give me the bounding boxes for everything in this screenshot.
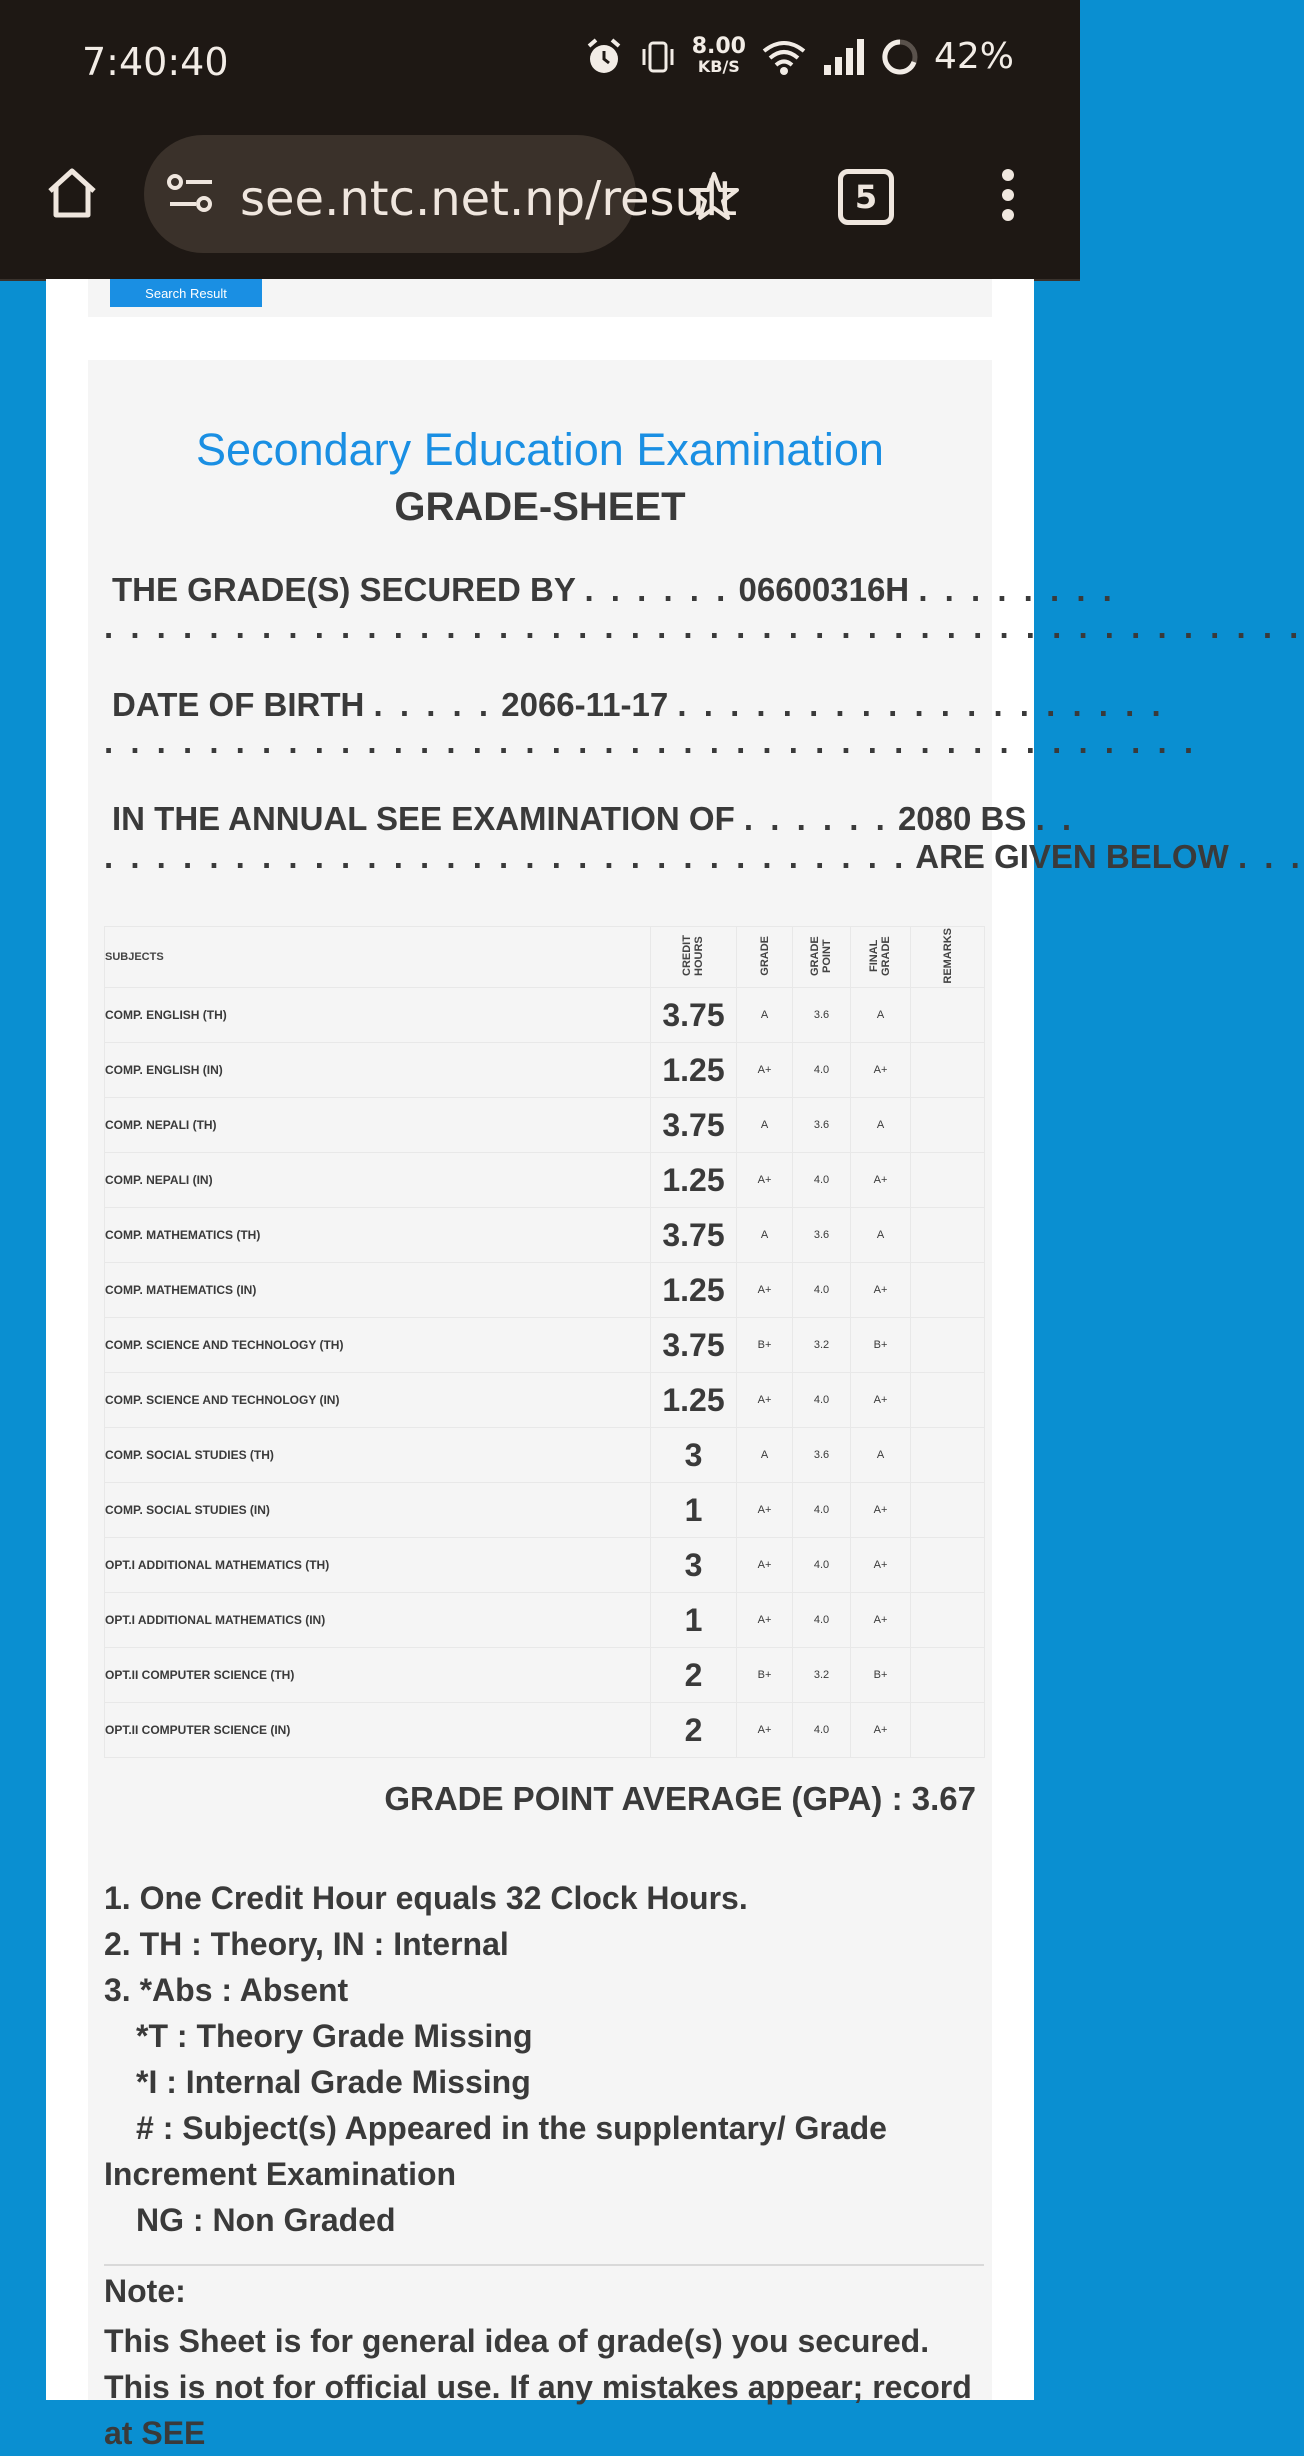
battery-icon <box>880 37 920 77</box>
grade-point-cell: 4.0 <box>793 1153 851 1208</box>
remarks-cell <box>911 1043 985 1098</box>
credit-hours-cell: 3.75 <box>651 1098 737 1153</box>
table-header-row <box>105 927 985 988</box>
remarks-cell <box>911 1373 985 1428</box>
status-bar <box>0 0 1080 125</box>
table-row <box>105 1428 985 1483</box>
subject-cell: COMP. MATHEMATICS (TH) <box>105 1208 651 1263</box>
dots-line <box>104 608 1303 646</box>
home-icon[interactable] <box>44 165 100 221</box>
remarks-cell <box>911 1648 985 1703</box>
grade-cell: A <box>737 988 793 1043</box>
grade-cell: B+ <box>737 1648 793 1703</box>
credit-hours-cell: 1.25 <box>651 1153 737 1208</box>
remarks-cell <box>911 988 985 1043</box>
header-subjects: SUBJECTS <box>105 927 651 988</box>
dots: . . . . . . . . <box>918 571 1116 608</box>
dots: . . . . . <box>373 686 493 723</box>
grade-point-cell: 3.6 <box>793 988 851 1043</box>
remarks-cell <box>911 1593 985 1648</box>
legend-item: 2. TH : Theory, IN : Internal <box>104 1926 509 1962</box>
grade-point-cell: 3.6 <box>793 1428 851 1483</box>
gpa-label: GRADE POINT AVERAGE (GPA) : <box>384 1780 903 1817</box>
grade-cell: A+ <box>737 1538 793 1593</box>
table-row <box>105 1098 985 1153</box>
grade-cell: A+ <box>737 1153 793 1208</box>
final-grade-cell: A+ <box>851 1153 911 1208</box>
subject-cell: COMP. SCIENCE AND TECHNOLOGY (TH) <box>105 1318 651 1373</box>
dob-line <box>104 686 1165 724</box>
legend-item: *T : Theory Grade Missing <box>136 2018 533 2054</box>
subject-cell: OPT.I ADDITIONAL MATHEMATICS (IN) <box>105 1593 651 1648</box>
credit-hours-cell: 2 <box>651 1703 737 1758</box>
final-grade-cell: B+ <box>851 1648 911 1703</box>
note-text: This Sheet is for general idea of grade(s) you secured. This is not for official use. If any mistakes appear; record at SEE <box>104 2323 972 2451</box>
final-grade-cell: A+ <box>851 1593 911 1648</box>
final-grade-cell: A <box>851 1098 911 1153</box>
header-remarks <box>911 927 985 988</box>
credit-hours-cell: 1.25 <box>651 1043 737 1098</box>
grade-point-cell: 4.0 <box>793 1483 851 1538</box>
table-row <box>105 1043 985 1098</box>
grade-cell: A+ <box>737 1703 793 1758</box>
dots: . . <box>1035 800 1076 837</box>
vibrate-icon <box>638 37 678 77</box>
legend-item: 1. One Credit Hour equals 32 Clock Hours. <box>104 1880 748 1916</box>
remarks-cell <box>911 1428 985 1483</box>
final-grade-cell: A+ <box>851 1263 911 1318</box>
credit-hours-cell: 1 <box>651 1593 737 1648</box>
table-row <box>105 1648 985 1703</box>
credit-hours-cell: 3 <box>651 1428 737 1483</box>
grade-point-cell: 4.0 <box>793 1538 851 1593</box>
subject-cell: OPT.I ADDITIONAL MATHEMATICS (TH) <box>105 1538 651 1593</box>
legend-item: 3. *Abs : Absent <box>104 1972 349 2008</box>
legend-list <box>104 1875 984 2243</box>
remarks-cell <box>911 1483 985 1538</box>
dots: . . . <box>1237 838 1304 875</box>
alarm-icon <box>584 37 624 77</box>
final-grade-cell: A <box>851 1428 911 1483</box>
dots: . . . . . . . . . . . . . . . . . . . . . . . . . . . . . . . . . . . . . . . . . . <box>104 723 1197 760</box>
status-time: 7:40:40 <box>82 40 229 84</box>
search-result-button[interactable]: Search Result <box>110 279 262 307</box>
table-row <box>105 1318 985 1373</box>
legend-item: *I : Internal Grade Missing <box>136 2064 531 2100</box>
grade-cell: A <box>737 1428 793 1483</box>
final-grade-cell: A <box>851 988 911 1043</box>
remarks-cell <box>911 1263 985 1318</box>
remarks-cell <box>911 1703 985 1758</box>
symbol-number: 06600316H <box>738 571 910 608</box>
battery-percent: 42% <box>933 36 1014 77</box>
grade-point-cell: 4.0 <box>793 1593 851 1648</box>
credit-hours-cell: 2 <box>651 1648 737 1703</box>
sheet-title: GRADE-SHEET <box>394 485 686 529</box>
grade-point-cell: 4.0 <box>793 1043 851 1098</box>
grade-cell: A+ <box>737 1373 793 1428</box>
status-icons <box>584 33 1014 77</box>
credit-hours-cell: 3 <box>651 1538 737 1593</box>
tabs-icon[interactable]: 5 <box>838 169 894 225</box>
dots: . . . . . . . . . . . . . . . . . . . <box>677 686 1165 723</box>
header-grade-point-label: GRADE POINT <box>808 935 833 976</box>
table-row <box>105 1593 985 1648</box>
header-final-grade-label: FINAL GRADE <box>867 935 892 976</box>
subject-cell: COMP. NEPALI (TH) <box>105 1098 651 1153</box>
remarks-cell <box>911 1098 985 1153</box>
dots: . . . . . . <box>743 800 889 837</box>
table-row <box>105 1263 985 1318</box>
wifi-icon <box>760 37 808 77</box>
grade-point-cell: 3.2 <box>793 1318 851 1373</box>
grade-cell: A+ <box>737 1483 793 1538</box>
secured-by-label: THE GRADE(S) SECURED BY <box>112 571 576 608</box>
header-credit-hours-label: CREDIT HOURS <box>680 935 705 976</box>
grades-table <box>104 926 985 1758</box>
final-grade-cell: A+ <box>851 1703 911 1758</box>
browser-toolbar <box>0 125 1080 281</box>
given-below-line <box>104 838 1304 876</box>
credit-hours-cell: 1 <box>651 1483 737 1538</box>
grade-point-cell: 3.6 <box>793 1098 851 1153</box>
subject-cell: COMP. MATHEMATICS (IN) <box>105 1263 651 1318</box>
address-bar[interactable] <box>144 135 738 253</box>
subject-cell: OPT.II COMPUTER SCIENCE (TH) <box>105 1648 651 1703</box>
subject-cell: COMP. ENGLISH (IN) <box>105 1043 651 1098</box>
header-grade <box>737 927 793 988</box>
subject-cell: COMP. SCIENCE AND TECHNOLOGY (IN) <box>105 1373 651 1428</box>
header-credit-hours <box>651 927 737 988</box>
legend-item: # : Subject(s) Appeared in the supplentary/ Grade <box>136 2110 887 2146</box>
remarks-cell <box>911 1208 985 1263</box>
net-speed-value: 8.00 <box>691 33 746 59</box>
table-row <box>105 1373 985 1428</box>
grade-cell: A+ <box>737 1263 793 1318</box>
signal-icon <box>822 37 866 77</box>
exam-title: Secondary Education Examination <box>196 424 884 475</box>
credit-hours-cell: 3.75 <box>651 988 737 1043</box>
final-grade-cell: A+ <box>851 1043 911 1098</box>
grade-cell: A+ <box>737 1593 793 1648</box>
remarks-cell <box>911 1538 985 1593</box>
grade-cell: A <box>737 1208 793 1263</box>
site-settings-icon[interactable] <box>166 171 216 217</box>
net-speed-unit: KB/S <box>697 56 740 76</box>
grade-cell: B+ <box>737 1318 793 1373</box>
credit-hours-cell: 3.75 <box>651 1318 737 1373</box>
gpa-value: 3.67 <box>911 1780 976 1817</box>
gpa-line <box>384 1780 976 1818</box>
header-grade-point <box>793 927 851 988</box>
secured-by-line <box>104 571 1116 609</box>
remarks-cell <box>911 1318 985 1373</box>
final-grade-cell: A+ <box>851 1538 911 1593</box>
final-grade-cell: B+ <box>851 1318 911 1373</box>
exam-of-line <box>104 800 1076 838</box>
dots: . . . . . . . . . . . . . . . . . . . . . . . . . . . . . . . <box>104 838 908 875</box>
grade-point-cell: 4.0 <box>793 1373 851 1428</box>
header-remarks-label: REMARKS <box>941 927 954 984</box>
credit-hours-cell: 1.25 <box>651 1373 737 1428</box>
dob-value: 2066-11-17 <box>501 686 669 723</box>
legend-item: Increment Examination <box>104 2156 457 2192</box>
grade-sheet-card <box>88 360 1304 2451</box>
final-grade-cell: A+ <box>851 1373 911 1428</box>
grade-cell: A <box>737 1098 793 1153</box>
divider <box>104 2264 984 2266</box>
table-row <box>105 1703 985 1758</box>
dots: . . . . . . <box>584 571 730 608</box>
bookmark-star-icon[interactable] <box>686 169 742 225</box>
subject-cell: COMP. NEPALI (IN) <box>105 1153 651 1208</box>
dots: . . . . . . . . . . . . . . . . . . . . . . . . . . . . . . . . . . . . . . . . . . . . . . <box>104 608 1303 645</box>
final-grade-cell: A <box>851 1208 911 1263</box>
network-speed <box>691 33 746 77</box>
dob-label: DATE OF BIRTH <box>112 686 365 723</box>
subject-cell: COMP. SOCIAL STUDIES (TH) <box>105 1428 651 1483</box>
table-row <box>105 988 985 1043</box>
grade-point-cell: 3.6 <box>793 1208 851 1263</box>
given-below-text: ARE GIVEN BELOW <box>915 838 1229 875</box>
credit-hours-cell: 3.75 <box>651 1208 737 1263</box>
url-text[interactable]: see.ntc.net.np/result <box>240 171 738 227</box>
final-grade-cell: A+ <box>851 1483 911 1538</box>
header-grade-label: GRADE <box>758 935 771 976</box>
grade-point-cell: 3.2 <box>793 1648 851 1703</box>
table-row <box>105 1153 985 1208</box>
page-content <box>46 279 1304 2451</box>
table-row <box>105 1538 985 1593</box>
table-row <box>105 1208 985 1263</box>
subject-cell: COMP. SOCIAL STUDIES (IN) <box>105 1483 651 1538</box>
note-label: Note: <box>104 2273 186 2309</box>
dots-line <box>104 723 1197 761</box>
grade-cell: A+ <box>737 1043 793 1098</box>
grades-table-body <box>105 988 985 1758</box>
credit-hours-cell: 1.25 <box>651 1263 737 1318</box>
table-row <box>105 1483 985 1538</box>
grade-point-cell: 4.0 <box>793 1703 851 1758</box>
exam-of-label: IN THE ANNUAL SEE EXAMINATION OF <box>112 800 735 837</box>
subject-cell: COMP. ENGLISH (TH) <box>105 988 651 1043</box>
subject-cell: OPT.II COMPUTER SCIENCE (IN) <box>105 1703 651 1758</box>
header-final-grade <box>851 927 911 988</box>
remarks-cell <box>911 1153 985 1208</box>
more-menu-icon[interactable] <box>990 165 1026 225</box>
legend-item: NG : Non Graded <box>136 2202 396 2238</box>
grade-point-cell: 4.0 <box>793 1263 851 1318</box>
exam-year: 2080 BS <box>897 800 1027 837</box>
